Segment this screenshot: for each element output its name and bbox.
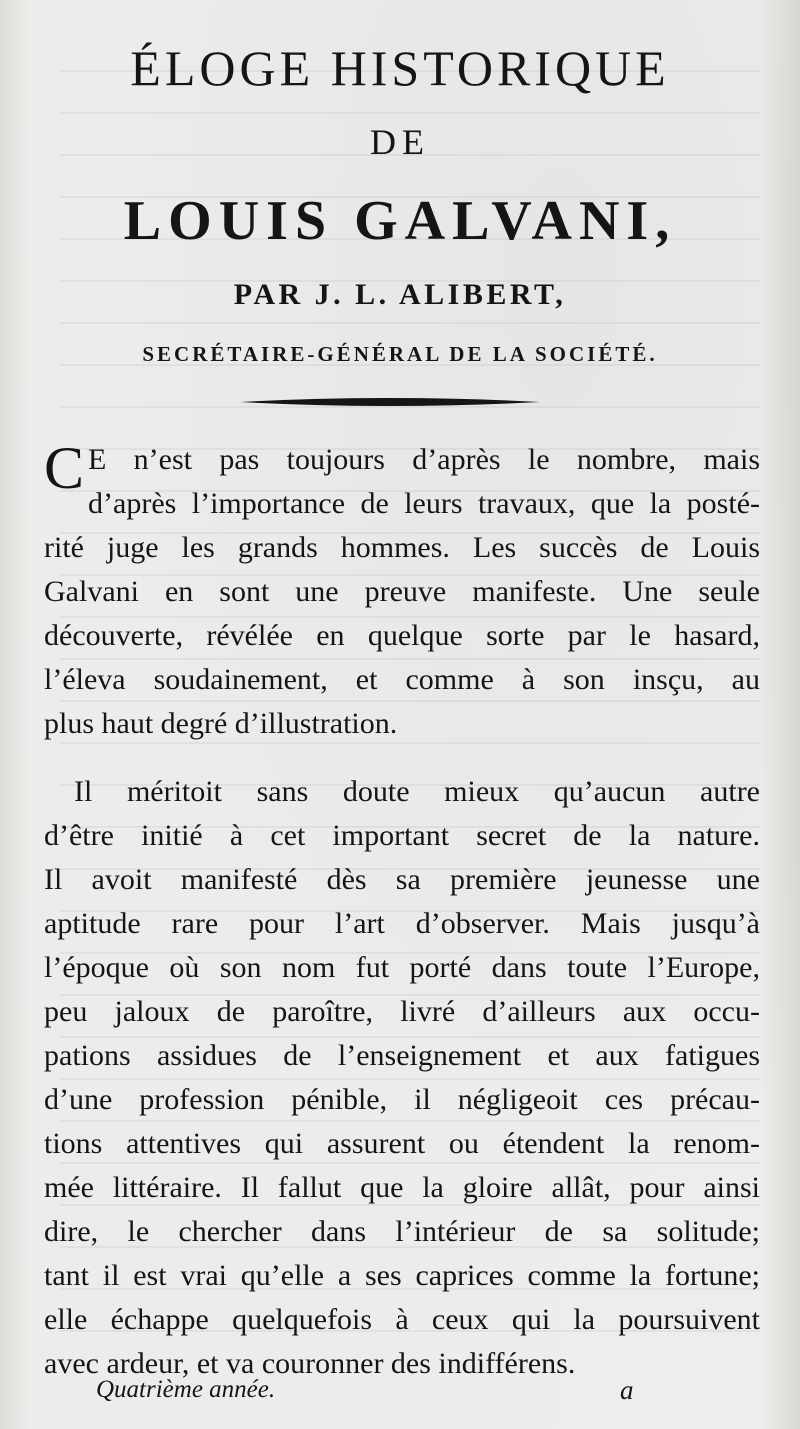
paragraph-2-line: dire, le chercher dans l’intérieur de sa solitude; [44, 1215, 760, 1248]
author-affiliation: SECRÉTAIRE-GÉNÉRAL DE LA SOCIÉTÉ. [142, 342, 658, 366]
paragraph-2-line: Il avoit manifesté dès sa première jeunesse une [44, 863, 760, 896]
paragraph-2-line: d’être initié à cet important secret de la nature. [44, 819, 760, 852]
paragraph-2-line: Il méritoit sans doute mieux qu’aucun autre [74, 775, 760, 808]
paragraph-2-line: pations assidues de l’enseignement et aux fatigues [44, 1039, 760, 1072]
paragraph-2-line: elle échappe quelquefois à ceux qui la poursuivent [44, 1303, 760, 1336]
paragraph-2-line: peu jaloux de paroître, livré d’ailleurs aux occu- [44, 995, 760, 1028]
paragraph-2 [44, 770, 760, 1386]
paragraph-1 [44, 435, 760, 746]
paragraph-1-line [44, 435, 760, 501]
title-line-2: DE [370, 122, 430, 162]
decorative-rule [240, 396, 540, 408]
paragraph-2-line: tant il est vrai qu’elle a ses caprices comme la fortune; [44, 1259, 760, 1292]
paragraph-1-line: Galvani en sont une preuve manifeste. Une seule [44, 575, 760, 608]
paragraph-2-line: mée littéraire. Il fallut que la gloire allât, pour ainsi [44, 1171, 760, 1204]
paragraph-2-line: d’une profession pénible, il négligeoit ces précau- [44, 1083, 760, 1116]
author-byline: PAR J. L. ALIBERT, [233, 278, 567, 311]
title-line-1: ÉLOGE HISTORIQUE [130, 40, 670, 96]
paragraph-2-line: aptitude rare pour l’art d’observer. Mais jusqu’à [44, 907, 760, 940]
title-line-3: LOUIS GALVANI, [123, 190, 677, 252]
paragraph-1-line: d’après l’importance de leurs travaux, que la posté- [88, 487, 760, 520]
paragraph-1-line: plus haut degré d’illustration. [44, 707, 398, 740]
paragraph-1-line: découverte, révélée en quelque sorte par le hasard, [44, 619, 760, 652]
paragraph-1-line: l’éleva soudainement, et comme à son insçu, au [44, 663, 760, 696]
volume-note: Quatrième année. [96, 1376, 276, 1403]
paragraph-1-line-text: E n’est pas toujours d’après le nombre, mais [88, 443, 760, 476]
paragraph-2-line: avec ardeur, et va couronner des indifférens. [44, 1347, 576, 1380]
paragraph-2-line: tions attentives qui assurent ou étendent la renom- [44, 1127, 760, 1160]
drop-cap: C [44, 435, 85, 501]
paragraph-2-line: l’époque où son nom fut porté dans toute l’Europe, [44, 951, 760, 984]
paragraph-1-line: rité juge les grands hommes. Les succès de Louis [44, 531, 760, 564]
signature-mark: a [620, 1375, 634, 1405]
